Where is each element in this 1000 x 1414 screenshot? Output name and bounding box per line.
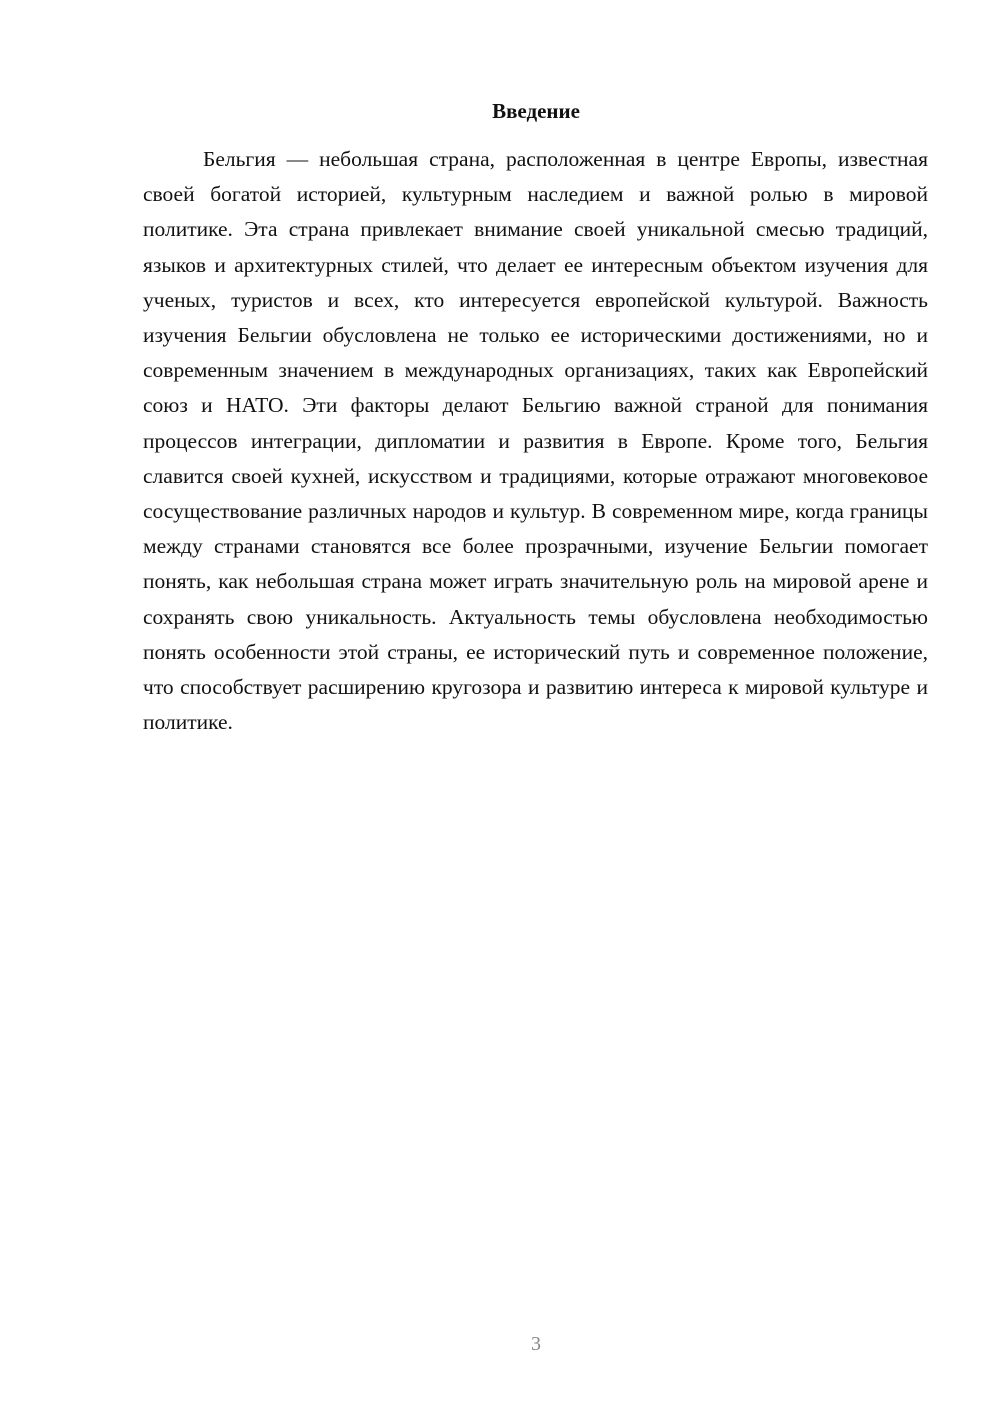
- section-title: Введение: [492, 99, 580, 123]
- body-paragraph: Бельгия — небольшая страна, расположенная в центре Европы, известная своей богатой историей, культурным наследием и важной ролью в мировой политике. Эта страна привлекает внимание своей уникальной смесью традиций, языков и архитектурных стилей, что делает ее интересным объектом изучения для ученых, туристов и всех, кто интересуется европейской культурой. Важность изучения Бельгии обусловлена не только ее историческими достижениями, но и современным значением в международных организациях, таких как Европейский союз и НАТО. Эти факторы делают Бельгию важной страной для понимания процессов интеграции, дипломатии и развития в Европе. Кроме того, Бельгия славится своей кухней, искусством и традициями, которые отражают многовековое сосуществование различных народов и культур. В современном мире, когда границы между странами становятся все более прозрачными, изучение Бельгии помогает понять, как небольшая страна может играть значительную роль на мировой арене и сохранять свою уникальность. Актуальность темы обусловлена необходимостью понять особенности этой страны, ее исторический путь и современное положение, что способствует расширению кругозора и развитию интереса к мировой культуре и политике.: [143, 147, 928, 735]
- page-number: 3: [531, 1333, 541, 1355]
